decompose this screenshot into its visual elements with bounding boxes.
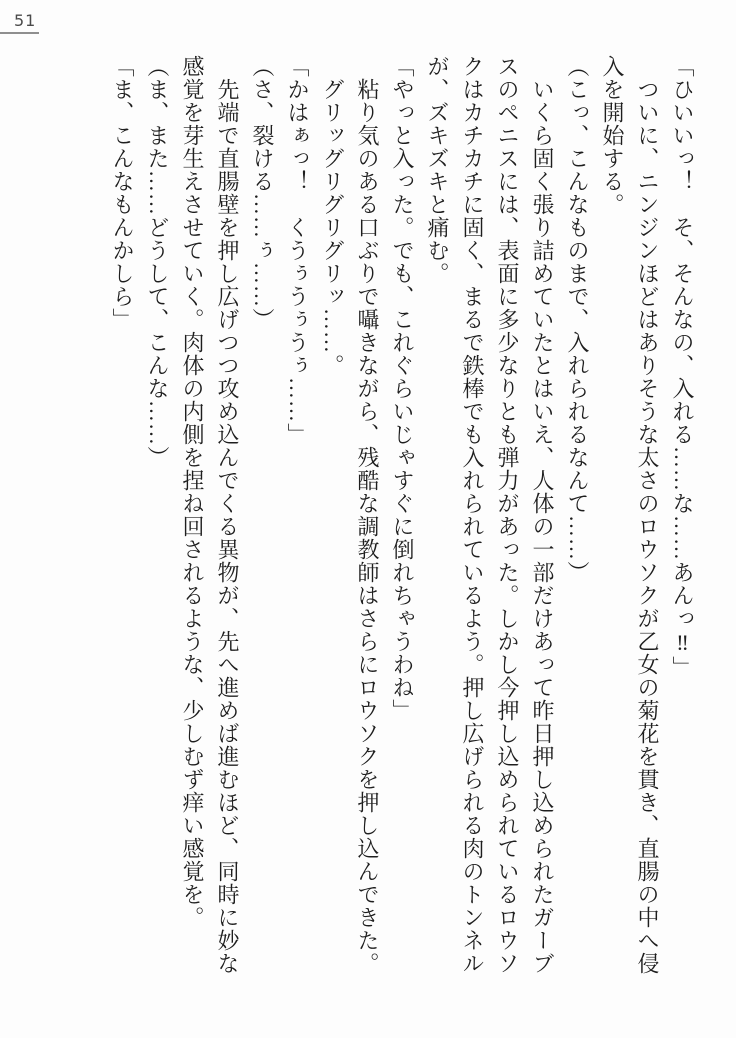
- text-line: 「かはぁっ！ くうぅうぅうぅ……」: [285, 55, 310, 446]
- text-line: 「ま、こんなもんかしら」: [110, 55, 135, 331]
- text-line: 「やっと入った。でも、これぐらいじゃすぐに倒れちゃうわね」: [390, 55, 415, 722]
- text-line: （こっ、こんなものまで、入れられるなんて……）: [565, 55, 590, 584]
- page-number: 51: [14, 11, 37, 30]
- novel-text-block: [105, 55, 700, 977]
- text-line: （ま、また……どうして、こんな……）: [145, 55, 170, 469]
- text-line: 入を開始する。: [600, 55, 625, 216]
- text-line: 粘り気のある口ぶりで囁きながら、残酷な調教師はさらにロウソクを押し込んできた。: [355, 55, 380, 975]
- text-line: クはカチカチに固く、まるで鉄棒でも入れられているよう。押し広げられる肉のトンネル: [460, 55, 485, 975]
- text-line: いくら固く張り詰めていたとはいえ、人体の一部だけあって昨日押し込められたガーブ: [530, 55, 555, 975]
- text-line: ついに、ニンジンほどはありそうな太さのロウソクが乙女の菊花を貫き、直腸の中へ侵: [635, 55, 660, 975]
- page-header: [0, 0, 120, 48]
- page-number-rule: [0, 32, 39, 34]
- text-line: が、ズキズキと痛む。: [425, 55, 450, 285]
- text-line: 「ひいいっ！ そ、そんなの、入れる……な……あんっ‼」: [670, 55, 695, 679]
- text-line: グリッグリグリグリッ……。: [320, 55, 345, 377]
- text-line: （さ、裂ける……ぅ……）: [250, 55, 275, 331]
- text-line: スのペニスには、表面に多少なりとも弾力があった。しかし今押し込められているロウソ: [495, 55, 520, 975]
- text-line: 感覚を芽生えさせていく。肉体の内側を捏ね回されるような、少しむず痒い感覚を。: [180, 55, 205, 929]
- text-line: 先端で直腸壁を押し広げつつ攻め込んでくる異物が、先へ進めば進むほど、同時に妙な: [215, 55, 240, 975]
